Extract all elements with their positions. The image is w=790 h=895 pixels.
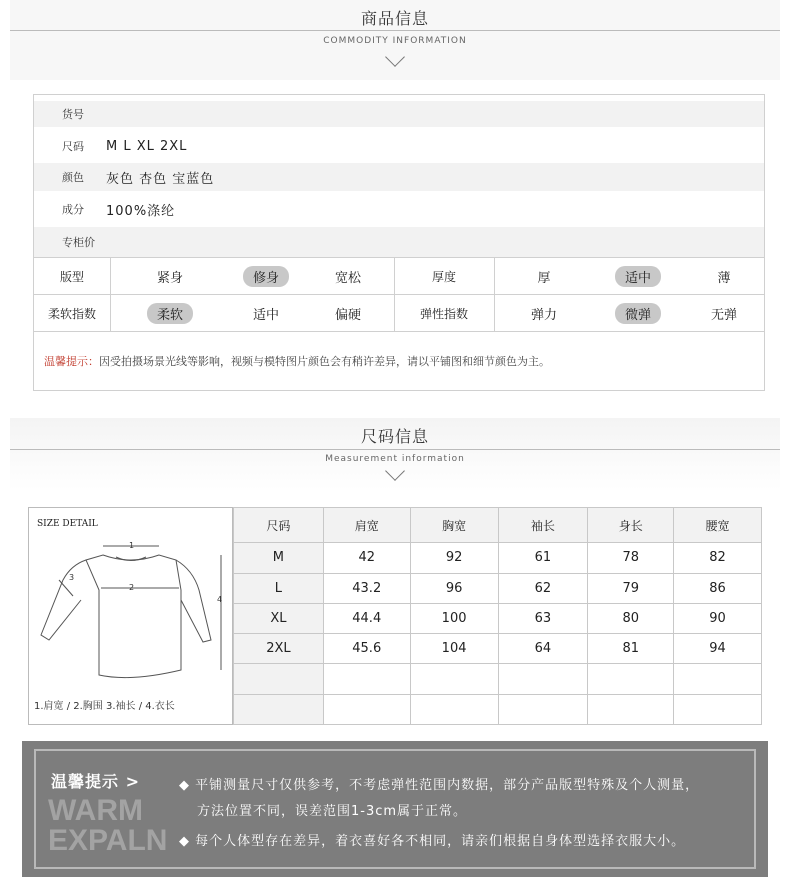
diagram-num-3: 3 bbox=[69, 573, 75, 582]
warm-bullet-1-line-2: 方法位置不同，误差范围1-3cm属于正常。 bbox=[197, 804, 468, 819]
commodity-subtitle: COMMODITY INFORMATION bbox=[323, 36, 467, 46]
table-row bbox=[234, 634, 762, 664]
size-cell bbox=[234, 694, 324, 724]
info-row-material bbox=[34, 195, 764, 223]
table-cell: 43.2 bbox=[323, 573, 410, 603]
product-info-panel bbox=[33, 94, 765, 391]
commodity-header bbox=[10, 0, 780, 80]
size-cell: M bbox=[234, 543, 324, 573]
table-cell: 94 bbox=[674, 634, 762, 664]
diagram-num-1: 1 bbox=[129, 541, 135, 550]
thickness-option: 薄 bbox=[717, 270, 731, 286]
elasticity-option: 弹力 bbox=[530, 307, 557, 323]
size-cell bbox=[234, 664, 324, 694]
size-cell: L bbox=[234, 573, 324, 603]
diagram-num-2: 2 bbox=[129, 583, 135, 592]
softness-selected-pill: 柔软 bbox=[147, 303, 193, 324]
thickness-selected-pill: 适中 bbox=[615, 266, 661, 287]
table-cell: 78 bbox=[588, 543, 674, 573]
table-cell bbox=[674, 694, 762, 724]
table-cell bbox=[498, 664, 588, 694]
table-cell bbox=[498, 694, 588, 724]
header-cell: 尺码 bbox=[234, 508, 324, 543]
table-cell: 42 bbox=[323, 543, 410, 573]
table-cell bbox=[674, 664, 762, 694]
size-label: 尺码 bbox=[62, 140, 84, 153]
garment-sketch bbox=[31, 530, 231, 700]
table-cell: 63 bbox=[498, 603, 588, 633]
grid-bottom-line bbox=[34, 331, 764, 332]
table-row bbox=[234, 694, 762, 724]
measurement-subtitle: Measurement information bbox=[325, 454, 465, 464]
header-cell: 袖长 bbox=[498, 508, 588, 543]
fit-label: 版型 bbox=[59, 269, 84, 284]
color-value: 灰色 杏色 宝蓝色 bbox=[106, 171, 215, 187]
fit-option: 紧身 bbox=[156, 270, 183, 286]
size-cell: 2XL bbox=[234, 634, 324, 664]
table-cell bbox=[410, 694, 498, 724]
softness-option: 适中 bbox=[252, 307, 279, 323]
info-row-sku bbox=[34, 101, 764, 127]
fit-selected-pill: 修身 bbox=[243, 266, 289, 287]
header-cell: 身长 bbox=[588, 508, 674, 543]
table-row bbox=[234, 543, 762, 573]
elasticity-selected-pill: 微弹 bbox=[615, 303, 661, 324]
table-cell: 86 bbox=[674, 573, 762, 603]
info-row-price bbox=[34, 227, 764, 257]
table-cell bbox=[588, 664, 674, 694]
table-cell: 82 bbox=[674, 543, 762, 573]
table-cell: 61 bbox=[498, 543, 588, 573]
measurement-header bbox=[10, 418, 780, 490]
elasticity-option-selected bbox=[594, 295, 682, 331]
elasticity-label: 弹性指数 bbox=[419, 306, 468, 321]
size-value: M L XL 2XL bbox=[106, 138, 188, 154]
sku-label: 货号 bbox=[62, 108, 84, 121]
table-cell: 62 bbox=[498, 573, 588, 603]
tip-text: 因受拍摄场景光线等影响，视频与模特图片颜色会有稍许差异，请以平铺图和细节颜色为主。 bbox=[99, 355, 550, 368]
tip-label: 温馨提示： bbox=[44, 355, 99, 368]
material-value: 100%涤纶 bbox=[106, 203, 176, 219]
size-table bbox=[233, 507, 762, 725]
warm-big-text-1: WARM bbox=[48, 794, 143, 827]
softness-option-selected bbox=[110, 295, 230, 331]
diagram-title: SIZE DETAIL bbox=[37, 519, 98, 529]
warm-bullet-2: ◆ 每个人体型存在差异，着衣喜好各不相同，请亲们根据自身体型选择衣服大小。 bbox=[179, 834, 686, 849]
thickness-option-selected bbox=[594, 258, 682, 294]
table-cell bbox=[410, 664, 498, 694]
chevron-down-icon bbox=[385, 461, 405, 481]
table-cell bbox=[323, 664, 410, 694]
material-label: 成分 bbox=[62, 203, 84, 216]
fit-thickness-row bbox=[34, 257, 764, 294]
header-cell: 腰宽 bbox=[674, 508, 762, 543]
color-tip bbox=[44, 353, 550, 369]
warm-tip-title: 温馨提示 > bbox=[51, 772, 140, 791]
table-row bbox=[234, 603, 762, 633]
table-cell: 81 bbox=[588, 634, 674, 664]
softness-label: 柔软指数 bbox=[47, 306, 96, 321]
warm-tip-panel bbox=[22, 741, 768, 877]
softness-elasticity-row bbox=[34, 294, 764, 331]
table-cell bbox=[323, 694, 410, 724]
thickness-option: 厚 bbox=[537, 270, 551, 286]
price-label: 专柜价 bbox=[62, 236, 95, 249]
header-cell: 胸宽 bbox=[410, 508, 498, 543]
header-cell: 肩宽 bbox=[323, 508, 410, 543]
table-cell: 79 bbox=[588, 573, 674, 603]
table-cell: 100 bbox=[410, 603, 498, 633]
table-cell: 64 bbox=[498, 634, 588, 664]
table-header-row bbox=[234, 508, 762, 543]
measurement-title: 尺码信息 bbox=[360, 427, 429, 446]
divider bbox=[10, 30, 780, 31]
warm-bullet-1-line-1: ◆ 平铺测量尺寸仅供参考，不考虑弹性范围内数据，部分产品版型特殊及个人测量， bbox=[179, 778, 700, 793]
fit-option: 宽松 bbox=[334, 270, 361, 286]
info-row-size bbox=[34, 133, 764, 159]
chevron-down-icon bbox=[385, 47, 405, 67]
softness-option: 偏硬 bbox=[334, 307, 361, 323]
size-cell: XL bbox=[234, 603, 324, 633]
info-row-color bbox=[34, 163, 764, 191]
table-cell: 96 bbox=[410, 573, 498, 603]
color-label: 颜色 bbox=[62, 171, 84, 184]
table-cell: 80 bbox=[588, 603, 674, 633]
table-cell: 90 bbox=[674, 603, 762, 633]
size-diagram bbox=[28, 507, 233, 725]
fit-option-selected bbox=[230, 258, 302, 294]
table-cell: 104 bbox=[410, 634, 498, 664]
table-cell: 92 bbox=[410, 543, 498, 573]
table-row bbox=[234, 573, 762, 603]
commodity-title: 商品信息 bbox=[360, 9, 429, 28]
warm-tip-frame bbox=[34, 749, 756, 869]
thickness-label: 厚度 bbox=[431, 269, 456, 284]
table-cell bbox=[588, 694, 674, 724]
diagram-legend: 1.肩宽 / 2.胸围 3.袖长 / 4.衣长 bbox=[34, 701, 175, 712]
divider bbox=[10, 449, 780, 450]
warm-big-text-2: EXPALN bbox=[48, 824, 168, 857]
table-row bbox=[234, 664, 762, 694]
table-cell: 45.6 bbox=[323, 634, 410, 664]
diagram-num-4: 4 bbox=[217, 595, 223, 604]
elasticity-option: 无弹 bbox=[710, 307, 737, 323]
table-cell: 44.4 bbox=[323, 603, 410, 633]
